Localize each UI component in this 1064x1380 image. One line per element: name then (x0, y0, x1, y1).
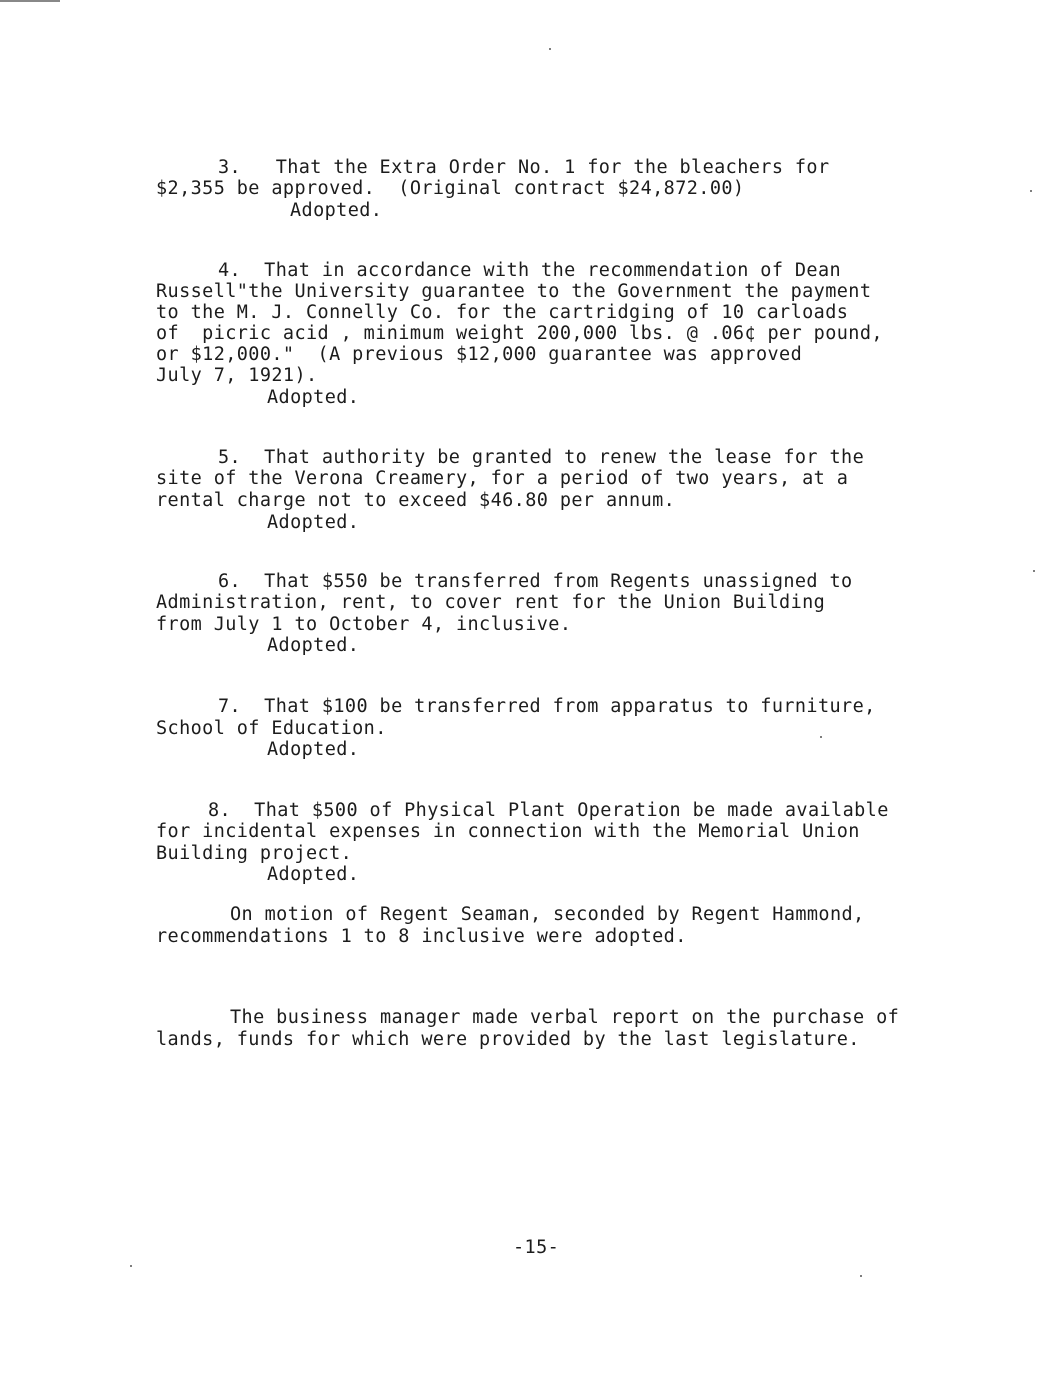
item-4-line-1: 4. That in accordance with the recommendation of Dean (218, 260, 842, 281)
item-5-line-3: rental charge not to exceed $46.80 per annum. (156, 490, 676, 511)
scan-speck (130, 1265, 132, 1267)
scan-speck (1030, 190, 1032, 192)
scan-speck (820, 736, 822, 738)
motion-line-2: recommendations 1 to 8 inclusive were adopted. (156, 926, 687, 947)
scan-edge-mark (0, 0, 60, 2)
item-6-line-1: 6. That $550 be transferred from Regents unassigned to (218, 571, 853, 592)
item-3-line-2: $2,355 be approved. (Original contract $24,872.00) (156, 178, 745, 199)
item-4-line-3: to the M. J. Connelly Co. for the cartridging of 10 carloads (156, 302, 849, 323)
item-8-status: Adopted. (267, 864, 360, 885)
item-5-line-2: site of the Verona Creamery, for a period of two years, at a (156, 468, 849, 489)
item-6-line-2: Administration, rent, to cover rent for the Union Building (156, 592, 826, 613)
report-line-2: lands, funds for which were provided by the last legislature. (156, 1029, 860, 1050)
motion-line-1: On motion of Regent Seaman, seconded by Regent Hammond, (230, 904, 865, 925)
item-3-line-1: 3. That the Extra Order No. 1 for the bleachers for (218, 157, 830, 178)
item-7-status: Adopted. (267, 739, 360, 760)
item-7-line-1: 7. That $100 be transferred from apparatus to furniture, (218, 696, 876, 717)
item-5-line-1: 5. That authority be granted to renew the lease for the (218, 447, 865, 468)
item-6-status: Adopted. (267, 635, 360, 656)
item-8-line-2: for incidental expenses in connection with the Memorial Union (156, 821, 860, 842)
item-4-line-2: Russell"the University guarantee to the Government the payment (156, 281, 872, 302)
report-line-1: The business manager made verbal report on the purchase of (230, 1007, 900, 1028)
page-number: -15- (513, 1237, 560, 1258)
scan-speck (549, 48, 551, 50)
item-8-line-1: 8. That $500 of Physical Plant Operation be made available (208, 800, 889, 821)
scan-speck (860, 1275, 862, 1277)
item-3-status: Adopted. (290, 200, 383, 221)
item-6-line-3: from July 1 to October 4, inclusive. (156, 614, 572, 635)
item-4-status: Adopted. (267, 387, 360, 408)
item-8-line-3: Building project. (156, 843, 353, 864)
item-4-line-6: July 7, 1921). (156, 365, 318, 386)
item-5-status: Adopted. (267, 512, 360, 533)
scan-speck (1033, 570, 1035, 572)
item-7-line-2: School of Education. (156, 718, 387, 739)
item-4-line-5: or $12,000." (A previous $12,000 guarantee was approved (156, 344, 803, 365)
item-4-line-4: of picric acid , minimum weight 200,000 lbs. @ .06¢ per pound, (156, 323, 883, 344)
